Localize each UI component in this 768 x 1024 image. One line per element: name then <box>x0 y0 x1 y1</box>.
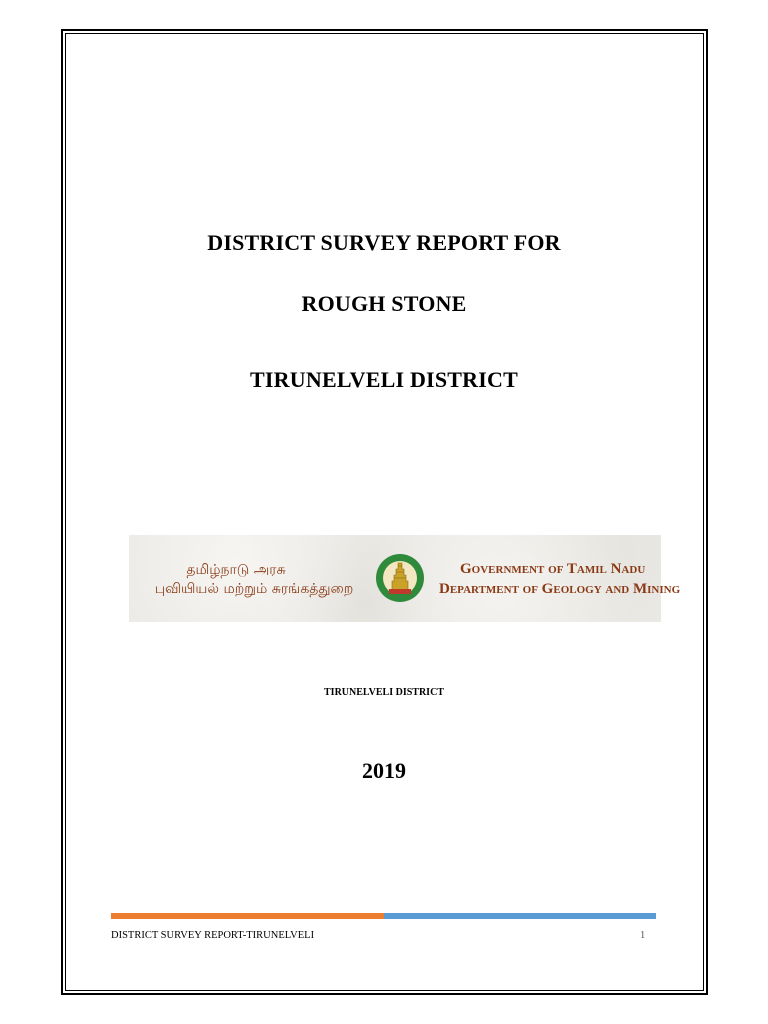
banner-english-line-2: Department of Geology and Mining <box>439 581 681 597</box>
report-title-line-1: DISTRICT SURVEY REPORT FOR <box>207 230 561 255</box>
footer-bar-orange <box>111 913 384 919</box>
district-subtitle: TIRUNELVELI DISTRICT <box>324 687 444 698</box>
report-title-line-2: ROUGH STONE <box>301 291 467 316</box>
tamil-nadu-emblem-icon <box>375 545 425 611</box>
department-banner <box>129 535 681 622</box>
page-number: 1 <box>640 930 646 941</box>
banner-tamil-line-2: புவியியல் மற்றும் சுரங்கத்துறை <box>154 581 354 597</box>
page-border-inner <box>65 33 704 991</box>
footer-bar-blue <box>384 913 656 919</box>
report-title-line-3: TIRUNELVELI DISTRICT <box>250 367 518 392</box>
footer-report-name: DISTRICT SURVEY REPORT-TIRUNELVELI <box>111 930 315 941</box>
banner-tamil-line-1: தமிழ்நாடு அரசு <box>186 562 286 578</box>
banner-english-line-1: Government of Tamil Nadu <box>460 561 646 577</box>
report-year: 2019 <box>362 758 406 783</box>
